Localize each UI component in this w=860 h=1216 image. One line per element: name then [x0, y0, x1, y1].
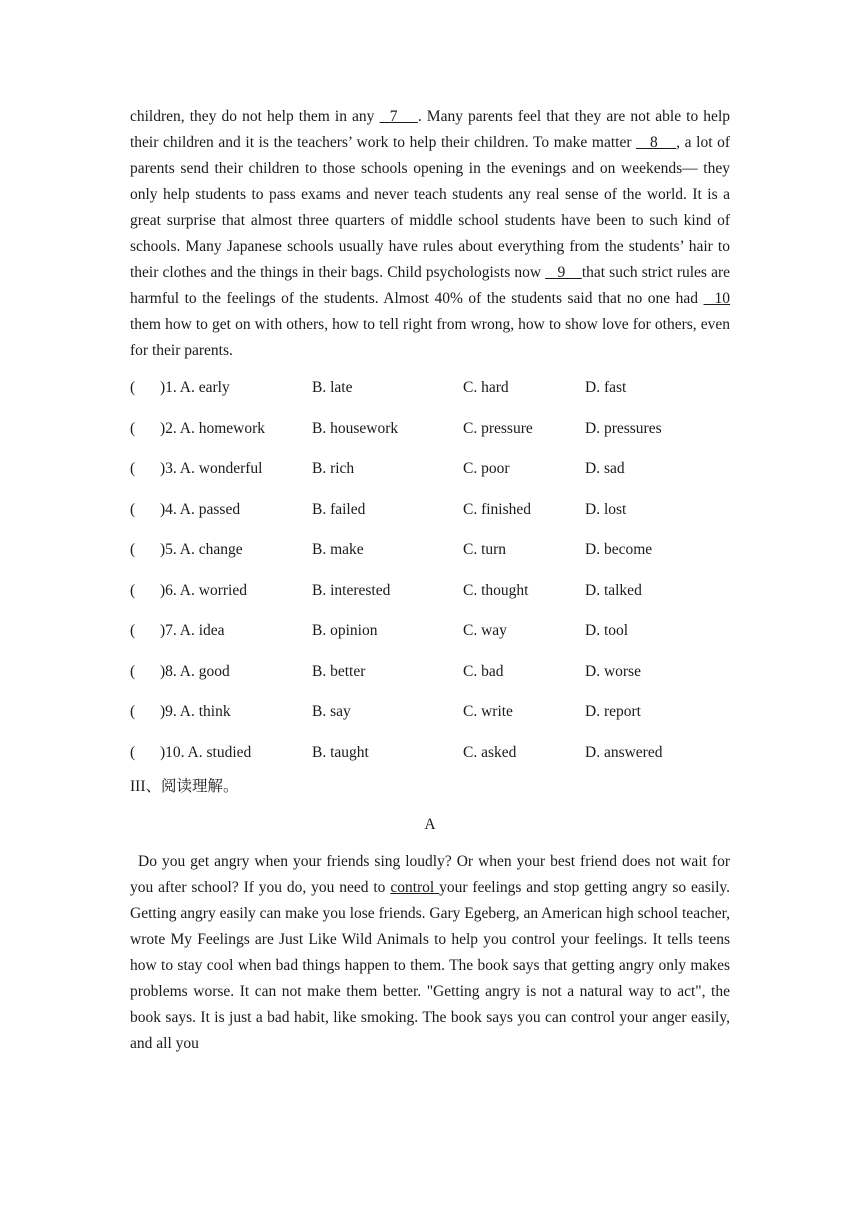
answer-paren[interactable]: (: [130, 500, 136, 518]
answer-paren[interactable]: (: [130, 622, 136, 639]
option-c: C. write: [463, 703, 513, 720]
answer-paren[interactable]: (: [130, 743, 136, 761]
option-c: C. bad: [463, 662, 504, 680]
answer-paren[interactable]: (: [130, 703, 136, 720]
option-c: C. turn: [463, 541, 507, 558]
option-a: )5. A. change: [160, 541, 243, 558]
blank-7: 7: [379, 108, 418, 125]
option-d: D. report: [585, 703, 641, 720]
option-a: )2. A. homework: [160, 419, 266, 437]
cloze-passage: [130, 104, 730, 364]
question-row-4: [130, 500, 730, 541]
answer-paren[interactable]: (: [130, 419, 136, 437]
option-d: D. pressures: [585, 419, 662, 437]
blank-10: 10: [703, 290, 731, 307]
option-c: C. asked: [463, 743, 517, 761]
option-d: D. become: [585, 541, 653, 558]
option-b: B. make: [312, 541, 364, 558]
option-a: )8. A. good: [160, 662, 230, 680]
option-d: D. worse: [585, 662, 641, 680]
question-row-8: [130, 662, 730, 703]
option-a: )3. A. wonderful: [160, 460, 263, 477]
answer-paren[interactable]: (: [130, 581, 136, 599]
option-c: C. thought: [463, 581, 529, 599]
option-a: )6. A. worried: [160, 581, 247, 599]
passage-text-1: children, they do not help them in any: [130, 108, 375, 125]
option-a: )4. A. passed: [160, 500, 241, 518]
passage-text-5: them how to get on with others, how to tell right from wrong, how to show love for others, even for their parents.: [130, 316, 730, 359]
option-b: B. housework: [312, 419, 399, 437]
option-d: D. lost: [585, 500, 627, 518]
question-row-10: [130, 743, 730, 784]
underlined-word: control: [390, 879, 440, 896]
option-a: )1. A. early: [160, 379, 230, 396]
section-heading: III、阅读理解。: [130, 778, 239, 795]
question-row-3: [130, 459, 730, 500]
reading-text-2: your feelings and stop getting angry so easily. Getting angry easily can make you lose friends. Gary Egeberg, an American high school teacher, wrote My Feelings are Just Like Wild Animals to help you control your feelings. It tells teens how to stay cool when bad things happen to them. The book says that getting angry only makes problems worse. It can not make them better. "Getting angry is not a natural way to act", the book says. It is just a bad habit, like smoking. The book says you can control your anger easily, and all you: [130, 879, 731, 1052]
blank-8: 8: [636, 134, 677, 151]
option-b: B. late: [312, 379, 353, 396]
option-d: D. sad: [585, 460, 625, 477]
option-b: B. taught: [312, 743, 369, 761]
option-b: B. failed: [312, 500, 366, 518]
question-row-1: [130, 378, 730, 419]
answer-paren[interactable]: (: [130, 460, 136, 477]
option-d: D. fast: [585, 379, 627, 396]
question-row-2: [130, 419, 730, 460]
passage-text-3: , a lot of parents send their children to those schools opening in the evenings and on weekends— they only help students to pass exams and never teach students any real sense of the world. It is a great surprise that almost three quarters of middle school students have been to such kind of schools. Many Japanese schools usually have rules about everything from the students’ hair to their clothes and the things in their bags. Child psychologists now: [130, 134, 731, 281]
question-row-7: [130, 621, 730, 662]
option-b: B. rich: [312, 460, 355, 477]
option-a: )7. A. idea: [160, 622, 225, 639]
option-c: C. hard: [463, 379, 509, 396]
option-c: C. pressure: [463, 419, 533, 437]
reading-text-1: Do you get angry when your friends sing loudly? Or when your best friend does not wait for you after school? If you do, you need to: [130, 853, 730, 896]
document-page: [130, 104, 730, 1057]
answer-options: [130, 378, 730, 783]
option-d: D. tool: [585, 622, 629, 639]
blank-9: 9: [545, 264, 582, 281]
option-b: B. better: [312, 662, 366, 680]
option-c: C. poor: [463, 460, 510, 477]
option-c: C. finished: [463, 500, 532, 518]
option-b: B. say: [312, 703, 351, 720]
option-d: D. answered: [585, 743, 663, 761]
answer-paren[interactable]: (: [130, 541, 136, 558]
option-c: C. way: [463, 622, 507, 639]
passage-text-4: that such strict rules are harmful to the feelings of the students. Almost 40% of the students said that no one had: [130, 264, 731, 307]
answer-paren[interactable]: (: [130, 662, 136, 680]
reading-passage: [130, 849, 730, 1057]
option-b: B. opinion: [312, 622, 378, 639]
option-a: )9. A. think: [160, 703, 231, 720]
passage-text-2: . Many parents feel that they are not able to help their children and it is the teachers’ work to help their children. To make matter: [130, 108, 730, 151]
question-row-9: [130, 702, 730, 743]
part-label: A: [424, 816, 436, 833]
answer-paren[interactable]: (: [130, 379, 136, 396]
option-b: B. interested: [312, 581, 391, 599]
option-d: D. talked: [585, 581, 642, 599]
question-row-6: [130, 581, 730, 622]
option-a: )10. A. studied: [160, 743, 252, 761]
question-row-5: [130, 540, 730, 581]
